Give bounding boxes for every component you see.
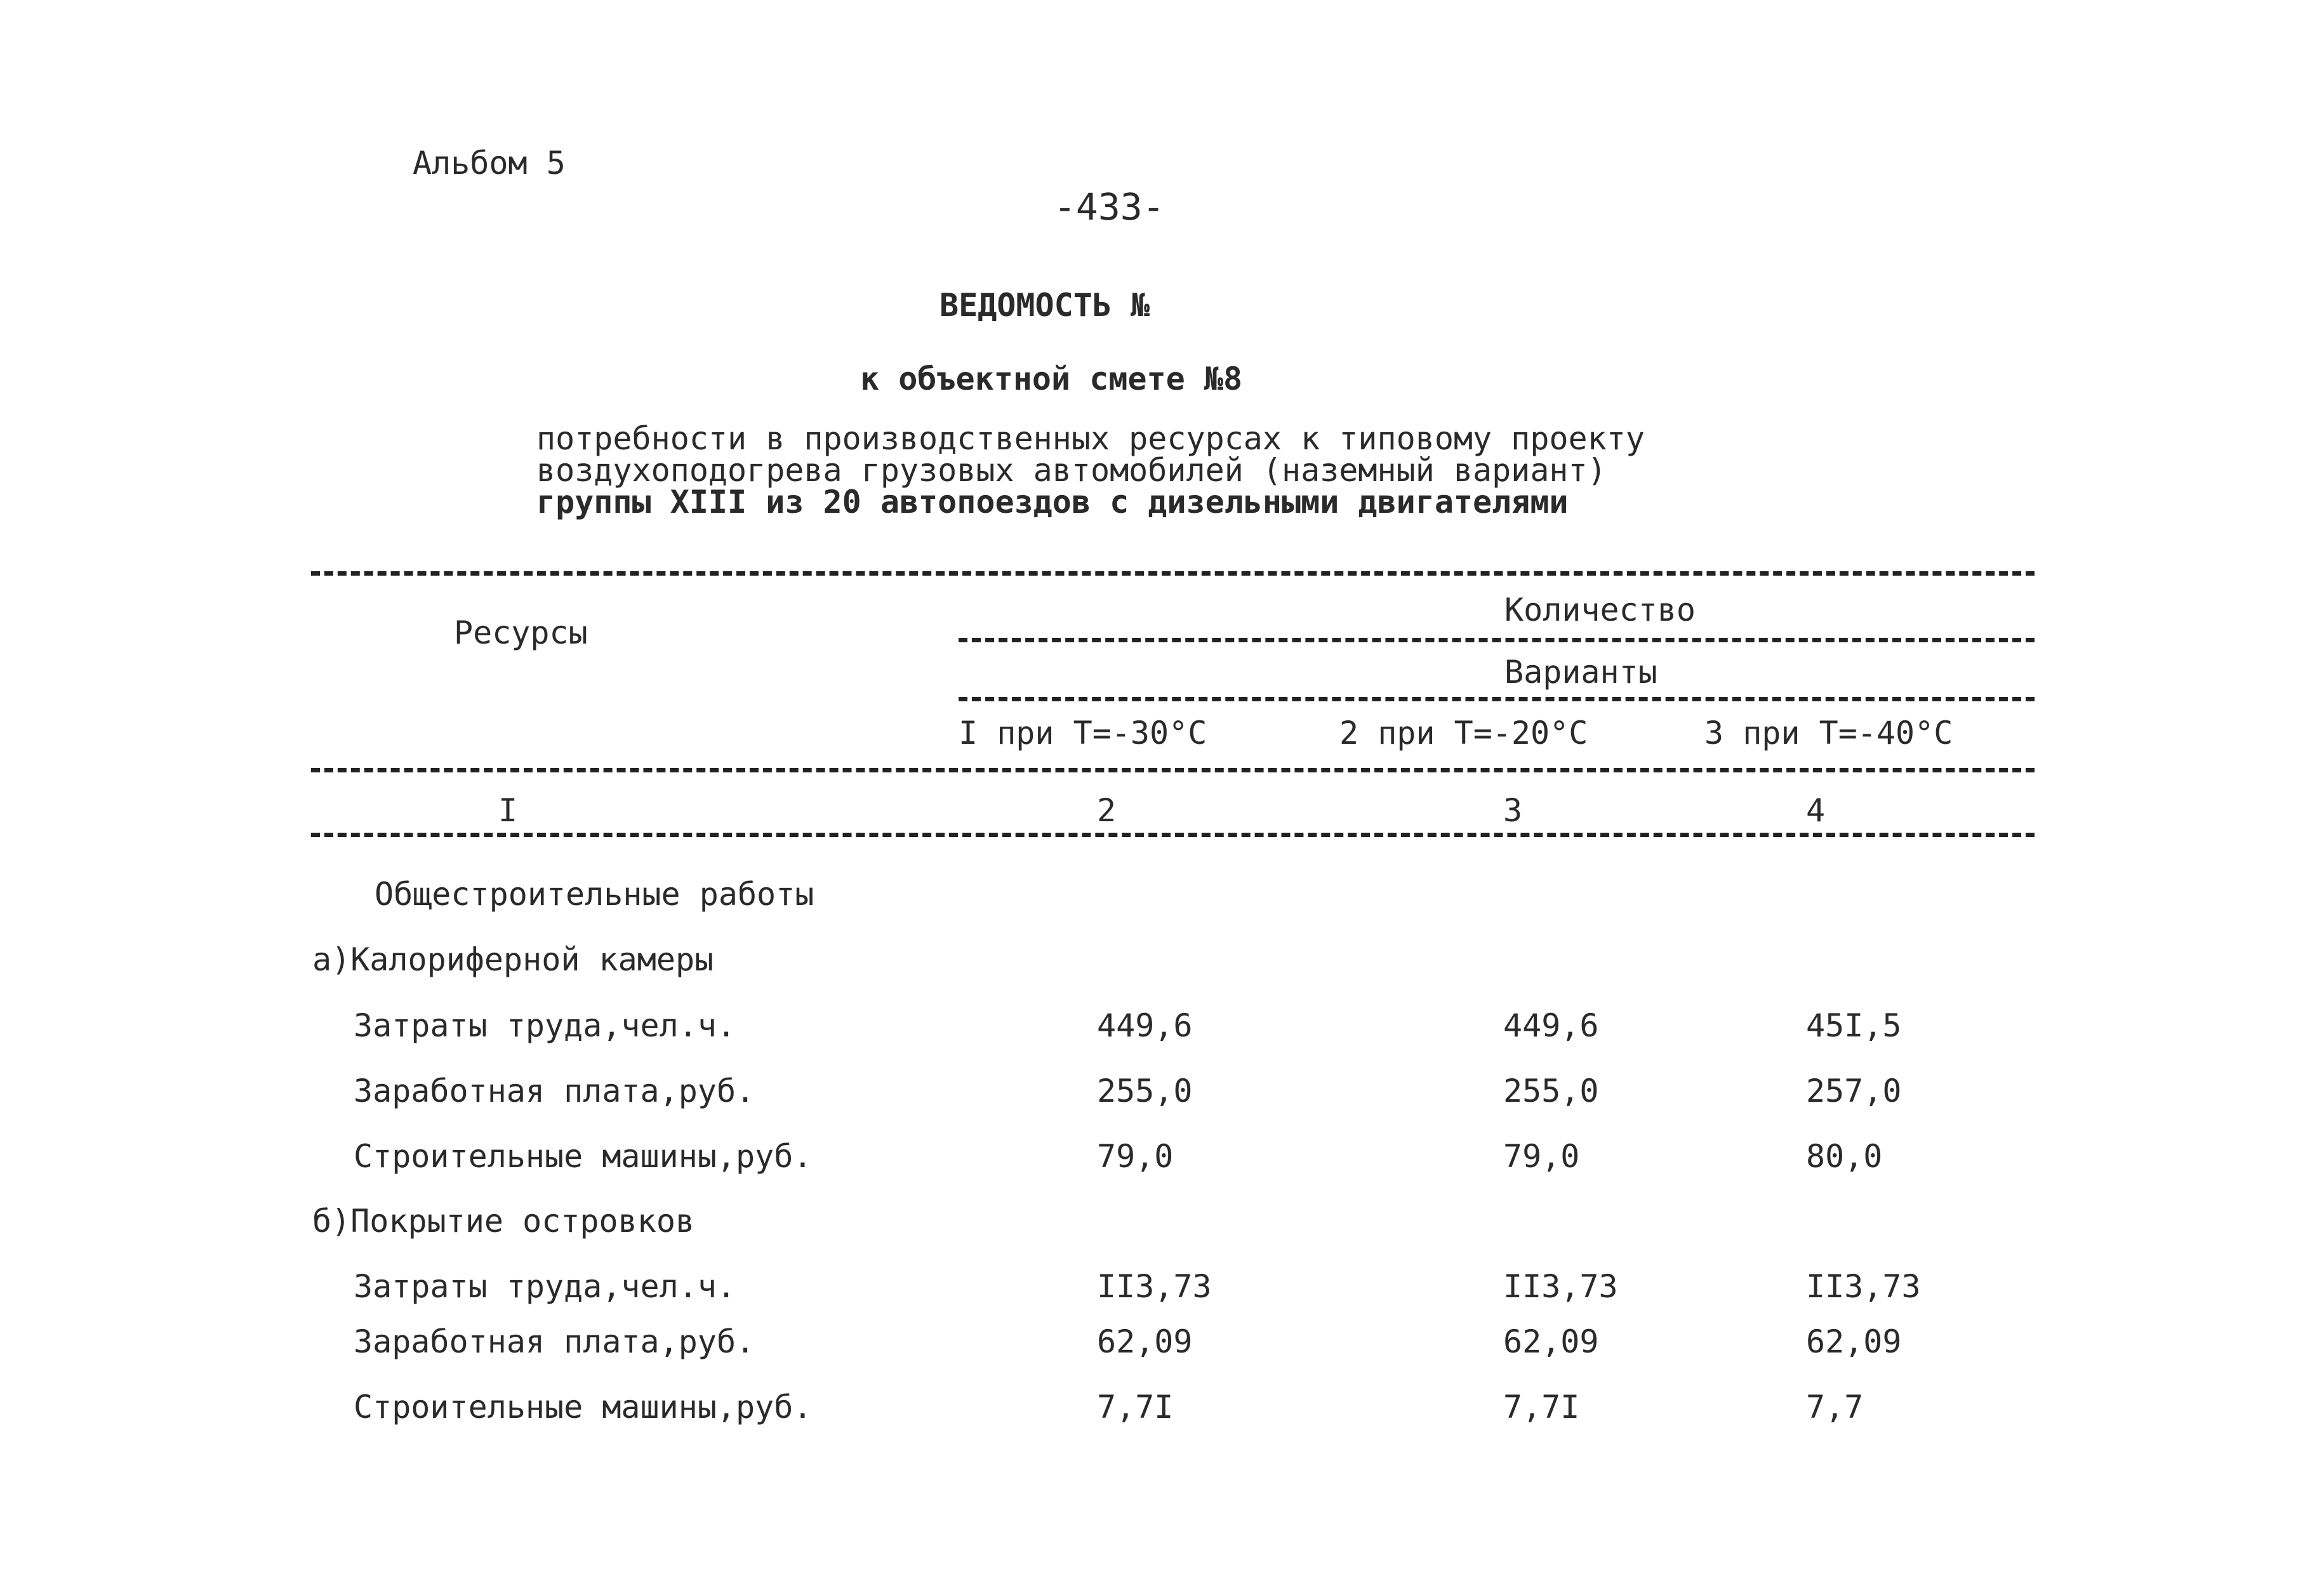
row-value-variant-2: 255,0 bbox=[1503, 1073, 1599, 1109]
table-top-rule bbox=[311, 571, 2035, 576]
row-value-variant-1: 79,0 bbox=[1097, 1138, 1174, 1175]
row-value-variant-2: 7,7I bbox=[1503, 1389, 1580, 1425]
column-header-quantity: Количество bbox=[1504, 592, 1696, 628]
row-label: Затраты труда,чел.ч. bbox=[354, 1268, 736, 1305]
row-value-variant-3: II3,73 bbox=[1806, 1268, 1921, 1305]
row-value-variant-2: II3,73 bbox=[1503, 1268, 1618, 1305]
row-value-variant-3: 45I,5 bbox=[1806, 1007, 1902, 1044]
row-label: Строительные машины,руб. bbox=[354, 1389, 813, 1425]
variant-1-header: I при Т=-30°C bbox=[959, 715, 1207, 751]
row-label: Заработная плата,руб. bbox=[354, 1073, 755, 1109]
row-value-variant-3: 7,7 bbox=[1806, 1389, 1864, 1425]
column-header-resources: Ресурсы bbox=[454, 614, 588, 651]
column-header-variants: Варианты bbox=[1504, 654, 1657, 691]
row-value-variant-2: 449,6 bbox=[1503, 1007, 1599, 1044]
group-title: а)Калориферной камеры bbox=[312, 941, 714, 978]
page-number: -433- bbox=[1054, 185, 1165, 228]
description-line-1: потребности в производственных ресурсах к типовому проекту bbox=[536, 420, 1645, 457]
album-label: Альбом 5 bbox=[413, 145, 566, 182]
row-label: Строительные машины,руб. bbox=[354, 1138, 813, 1175]
description-line-2: воздухоподогрева грузовых автомобилей (наземный вариант) bbox=[536, 452, 1607, 489]
variant-3-header: 3 при Т=-40°C bbox=[1704, 715, 1953, 751]
row-value-variant-3: 257,0 bbox=[1806, 1073, 1902, 1109]
row-value-variant-1: 7,7I bbox=[1097, 1389, 1174, 1425]
column-number-rule bbox=[311, 833, 2035, 837]
row-value-variant-3: 62,09 bbox=[1806, 1323, 1902, 1360]
quantity-rule bbox=[959, 638, 2035, 642]
row-value-variant-1: 449,6 bbox=[1097, 1007, 1193, 1044]
row-value-variant-1: 62,09 bbox=[1097, 1323, 1193, 1360]
section-title: Общестроительные работы bbox=[375, 876, 814, 913]
row-value-variant-2: 62,09 bbox=[1503, 1323, 1599, 1360]
row-value-variant-1: II3,73 bbox=[1097, 1268, 1212, 1305]
group-title: б)Покрытие островков bbox=[312, 1203, 695, 1240]
row-label: Затраты труда,чел.ч. bbox=[354, 1007, 736, 1044]
variant-2-header: 2 при Т=-20°C bbox=[1339, 715, 1588, 751]
document-title: ВЕДОМОСТЬ № bbox=[940, 287, 1150, 324]
column-number-2: 2 bbox=[1097, 792, 1117, 829]
row-value-variant-1: 255,0 bbox=[1097, 1073, 1193, 1109]
variants-rule bbox=[959, 697, 2035, 701]
column-number-1: I bbox=[498, 792, 518, 829]
column-number-4: 4 bbox=[1806, 792, 1826, 829]
row-label: Заработная плата,руб. bbox=[354, 1323, 755, 1360]
description-line-3: группы XIII из 20 автопоездов с дизельными двигателями bbox=[536, 484, 1569, 520]
row-value-variant-2: 79,0 bbox=[1503, 1138, 1580, 1175]
header-bottom-rule bbox=[311, 768, 2035, 772]
document-subtitle: к объектной смете №8 bbox=[860, 360, 1243, 397]
row-value-variant-3: 80,0 bbox=[1806, 1138, 1883, 1175]
column-number-3: 3 bbox=[1503, 792, 1523, 829]
